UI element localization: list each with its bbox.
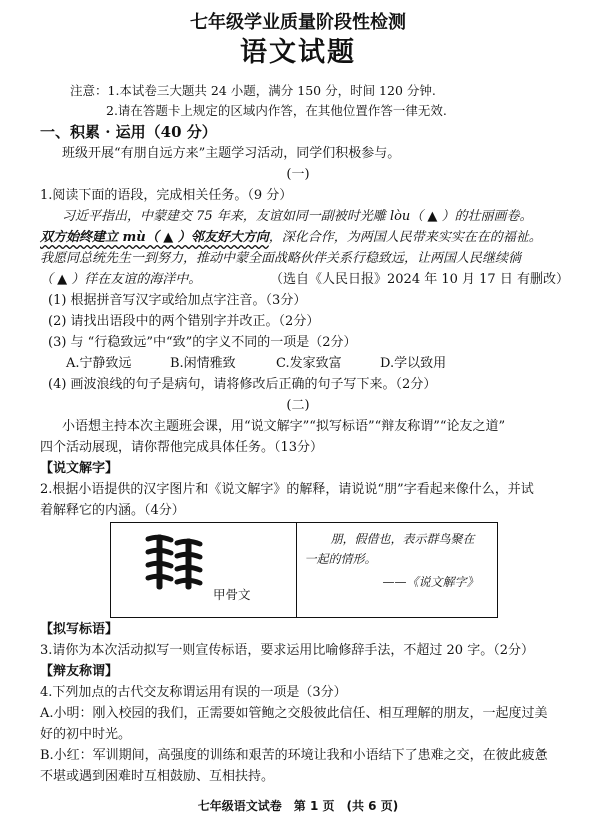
shuowen-quote-2: 一起的情形。	[304, 552, 377, 566]
part-2-intro-2: 四个活动展现，请你帮他完成具体任务。（13分）	[40, 440, 324, 455]
q4-option-a-line-1: A.小明：刚入校园的我们，正需要如管鲍之交般彼此信任、相互理解的朋友，一起度过美	[40, 706, 548, 721]
q1-passage-line-3: 我愿同总统先生一到努力，推动中蒙全面战略伙伴关系行稳致远，让两国人民继续徜	[40, 251, 522, 266]
q2-line-2: 着解释它的内涵。（4分）	[40, 503, 185, 518]
oracle-bone-caption: 甲骨文	[213, 587, 251, 602]
notice-line-2: 2.请在答题卡上规定的区域内作答，在其他位置作答一律无效.	[106, 103, 447, 118]
oracle-bone-cell	[111, 523, 297, 618]
q1-option-b: B.闲情雅致	[170, 356, 236, 371]
exam-title-main: 语文试题	[240, 37, 356, 68]
q1-sub-3: (3) 与 “行稳致远”中“致”的字义不同的一项是（2分）	[48, 335, 357, 350]
shuowen-quote-source: ——《说文解字》	[382, 575, 479, 589]
shuowen-quote-cell	[296, 523, 497, 618]
shuowen-quote-1: 朋，假借也，表示群鸟聚在	[330, 532, 475, 546]
shuowen-tag: 【说文解字】	[40, 461, 119, 476]
q1-wavy-sentence: 双方始终建立 mù（ ▲ ）邻友好大方向	[40, 230, 269, 245]
q1-sub-2: (2) 请找出语段中的两个错别字并改正。（2分）	[48, 314, 320, 329]
q4-stem: 4.下列加点的古代交友称谓运用有误的一项是（3分）	[40, 685, 347, 700]
q1-option-a: A.宁静致远	[66, 356, 132, 371]
q4-option-a-line-2: 好的初中时光。	[40, 727, 132, 742]
q1-sub-4: (4) 画波浪线的句子是病句，请将修改后正确的句子写下来。（2分）	[48, 377, 437, 392]
q1-passage-line-2	[40, 229, 542, 247]
q1-passage-line-4-main: （ ▲ ）徉在友谊的海洋中。	[40, 272, 202, 287]
section-1-heading: 一、积累 · 运用（40 分）	[40, 123, 217, 141]
q4-option-b-line-2: 不堪或遇到困难时互相鼓励、互相扶持。	[40, 769, 275, 784]
q1-passage-line-4	[40, 271, 201, 289]
part-1-label: (一)	[286, 167, 310, 182]
slogan-tag: 【拟写标语】	[40, 622, 119, 637]
q1-passage-line-2-rest: ，深化合作，为两国人民带来实实在在的福祉。	[268, 230, 542, 245]
notice-line-1: 注意：1.本试卷三大题共 24 小题，满分 150 分，时间 120 分钟.	[70, 83, 436, 98]
shuowen-table	[110, 522, 498, 618]
q2-line-1: 2.根据小语提供的汉字图片和《说文解字》的解释，请说说“朋”字看起来像什么，并试	[40, 482, 534, 497]
oracle-bone-peng-glyph	[143, 531, 205, 591]
q1-passage-line-1: 习近平指出，中蒙建交 75 年来，友谊如同一副被时光雕 lòu（ ▲ ）的壮丽画卷。	[62, 209, 533, 224]
page-footer: 七年级语文试卷 第 1 页 (共 6 页)	[197, 799, 399, 813]
q1-stem: 1.阅读下面的语段，完成相关任务。（9 分）	[40, 188, 293, 203]
q1-sub-1: (1) 根据拼音写汉字或给加点字注音。（3分）	[48, 293, 307, 308]
q1-option-c: C.发家致富	[276, 356, 342, 371]
part-2-intro-1: 小语想主持本次主题班会课，用“说文解字”“拟写标语”“辩友称谓”“论友之道”	[62, 419, 506, 434]
q1-source: （选自《人民日报》2024 年 10 月 17 日 有删改）	[270, 272, 569, 287]
section-1-intro: 班级开展“有朋自远方来”主题学习活动，同学们积极参与。	[62, 146, 401, 161]
q1-option-d: D.学以致用	[380, 356, 447, 371]
q4-option-b-line-1: B.小红：军训期间，高强度的训练和艰苦的环境让我和小语结下了患难之交，在彼此疲惫	[40, 748, 548, 763]
q3-text: 3.请你为本次活动拟写一则宣传标语，要求运用比喻修辞手法，不超过 20 字。（2分）	[40, 643, 534, 658]
part-2-label: (二)	[286, 398, 310, 413]
titles-tag: 【辩友称谓】	[40, 664, 119, 679]
exam-title-top: 七年级学业质量阶段性检测	[190, 12, 406, 33]
